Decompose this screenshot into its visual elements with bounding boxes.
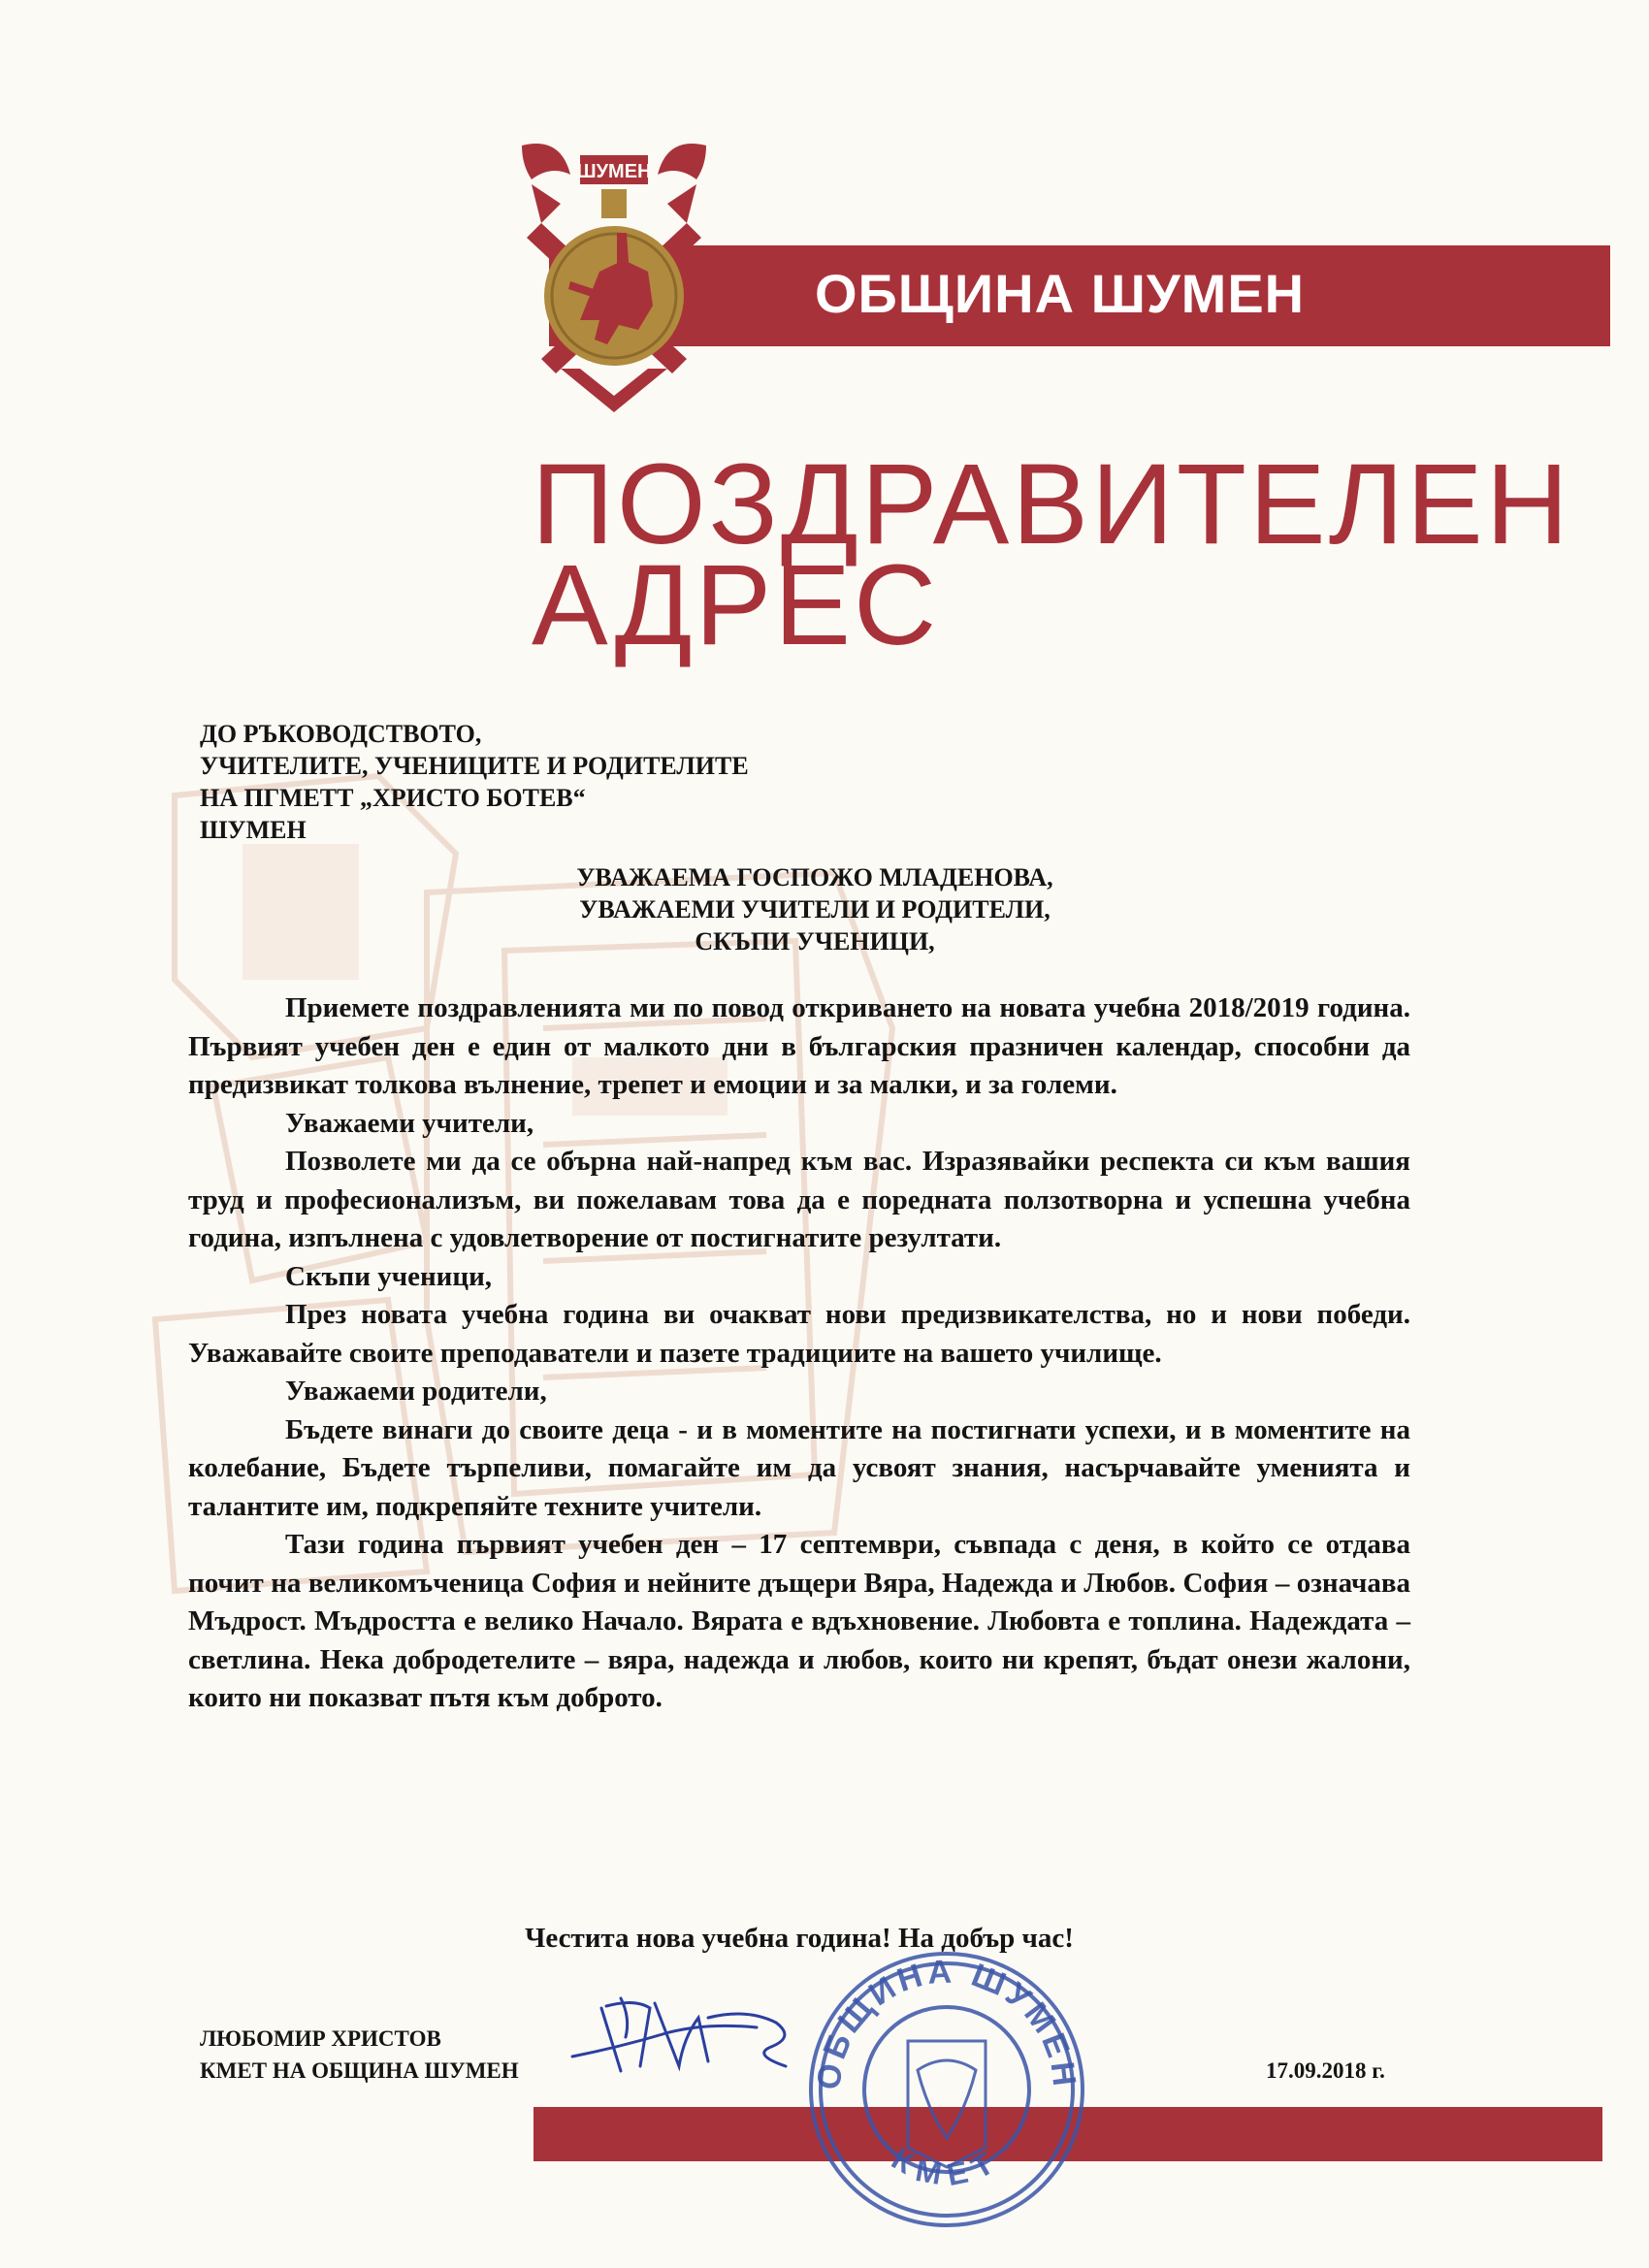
salutation-line: УВАЖАЕМИ УЧИТЕЛИ И РОДИТЕЛИ, — [579, 895, 1051, 923]
letter-body — [188, 989, 1410, 1718]
salutation-block — [330, 861, 1300, 957]
body-heading-students: Скъпи ученици, — [285, 1260, 493, 1292]
body-paragraph: През новата учебна година ви очакват нови предизвикателства, но и нови победи. Уважавайте своите преподаватели и пазете традициите на вашето училище. — [188, 1299, 1410, 1369]
title-line-2: АДРЕС — [532, 541, 940, 669]
signer-name: ЛЮБОМИР ХРИСТОВ — [200, 2026, 441, 2051]
municipality-name: ОБЩИНА ШУМЕН — [815, 263, 1306, 324]
document-date: 17.09.2018 г. — [1266, 2058, 1385, 2083]
svg-text:ОБЩИНА ШУМЕН: ОБЩИНА ШУМЕН — [810, 1953, 1083, 2092]
body-heading-teachers: Уважаеми учители, — [285, 1107, 534, 1139]
recipient-line: ШУМЕН — [200, 816, 307, 844]
title-line-1: ПОЗДРАВИТЕЛЕН — [532, 440, 1571, 568]
handwritten-signature — [563, 1979, 834, 2086]
recipient-line: ДО РЪКОВОДСТВОТО, — [200, 720, 482, 748]
official-stamp — [801, 1944, 1092, 2235]
svg-text:КМЕТ: КМЕТ — [886, 2140, 1008, 2193]
salutation-line: СКЪПИ УЧЕНИЦИ, — [695, 927, 935, 956]
signer-position: КМЕТ НА ОБЩИНА ШУМЕН — [200, 2058, 519, 2083]
body-paragraph: Приемете поздравленията ми по повод откриването на новата учебна 2018/2019 година. Първият учебен ден е един от малкото дни в българския празничен календар, способни да предизвикат толкова вълнение, трепет и емоции и за малки, и за големи. — [188, 992, 1410, 1100]
recipient-line: НА ПГМЕТТ „ХРИСТО БОТЕВ“ — [200, 784, 586, 812]
body-paragraph: Тази година първият учебен ден – 17 септември, съвпада с деня, в който се отдава почит на великомъченица София и нейните дъщери Вяра, Надежда и Любов. София – означава Мъдрост. Мъдростта е велико Начало. Вярата е вдъхновение. Любовта е топлина. Надеждата – светлина. Нека добродетелите – вяра, надежда и любов, които ни крепят, бъдат онези жалони, които ни показват пътя към доброто. — [188, 1529, 1410, 1713]
body-paragraph: Бъдете винаги до своите деца - и в моментите на постигнати успехи, и в моментите на колебание, Бъдете търпеливи, помагайте им да усвоят знания, насърчавайте уменията и талантите им, подкрепяйте техните учители. — [188, 1413, 1410, 1522]
closing-line: Честита нова учебна година! На добър час! — [525, 1923, 1074, 1954]
crest-inscription: ШУМЕН — [576, 161, 652, 182]
body-paragraph: Позволете ми да се обърна най-напред към вас. Изразявайки респекта си към вашия труд и професионализъм, ви пожелавам това да е поредната ползотворна и успешна учебна година, изпълнена с удовлетворение от постигнатите резултати. — [188, 1146, 1410, 1253]
body-heading-parents: Уважаеми родители, — [285, 1376, 547, 1407]
recipient-block — [200, 718, 879, 846]
salutation-line: УВАЖАЕМА ГОСПОЖО МЛАДЕНОВА, — [576, 863, 1053, 891]
page-title — [532, 440, 1599, 669]
recipient-line: УЧИТЕЛИТЕ, УЧЕНИЦИТЕ И РОДИТЕЛИТЕ — [200, 752, 749, 780]
municipality-crest-logo — [502, 136, 726, 427]
